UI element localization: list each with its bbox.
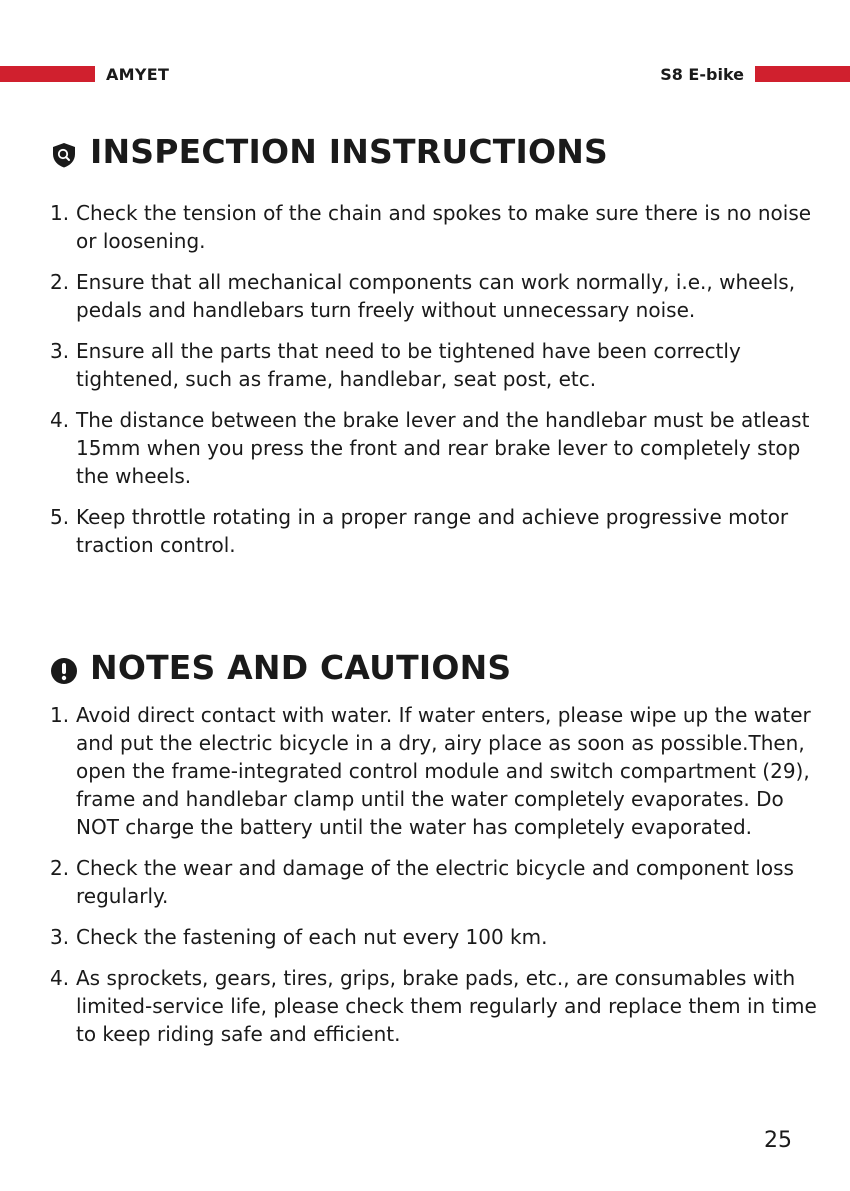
list-item: 1. Avoid direct contact with water. If water enters, please wipe up the water and put the electric bicycle in a dry, airy place as soon as possible.Then, open the frame-integrated control module and switch compartment (29), frame and handlebar clamp until the water completely evaporates. Do NOT charge the battery until the water has completely evaporated.	[50, 703, 811, 839]
list-item: 2. Ensure that all mechanical components can work normally, i.e., wheels, pedals and handlebars turn freely without unnecessary noise.	[50, 270, 796, 322]
list-item: 3. Check the fastening of each nut every 100 km.	[50, 925, 548, 949]
list-item: 1. Check the tension of the chain and spokes to make sure there is no noise or loosening.	[50, 201, 812, 253]
list-item: 5. Keep throttle rotating in a proper range and achieve progressive motor traction control.	[50, 505, 789, 557]
model-name: S8 E-bike	[660, 65, 744, 84]
list-item: 2. Check the wear and damage of the electric bicycle and component loss regularly.	[50, 856, 794, 908]
shield-search-icon	[50, 138, 78, 166]
header-accent-bar-right	[755, 66, 850, 82]
inspection-section-title	[50, 132, 608, 171]
list-item: 3. Ensure all the parts that need to be tightened have been correctly tightened, such as frame, handlebar, seat post, etc.	[50, 339, 741, 391]
inspection-title-text: INSPECTION INSTRUCTIONS	[90, 132, 608, 171]
notes-title-text: NOTES AND CAUTIONS	[90, 648, 512, 687]
list-item: 4. As sprockets, gears, tires, grips, brake pads, etc., are consumables with limited-service life, please check them regularly and replace them in time to keep riding safe and efficient.	[50, 966, 817, 1046]
notes-section-title	[50, 648, 511, 687]
brand-name: AMYET	[106, 65, 170, 84]
list-item: 4. The distance between the brake lever and the handlebar must be atleast 15mm when you press the front and rear brake lever to completely stop the wheels.	[50, 408, 810, 488]
page-number: 25	[764, 1128, 792, 1153]
notes-list	[50, 701, 820, 1061]
exclamation-circle-icon	[50, 654, 78, 682]
header-accent-bar-left	[0, 66, 95, 82]
inspection-list	[50, 199, 820, 572]
